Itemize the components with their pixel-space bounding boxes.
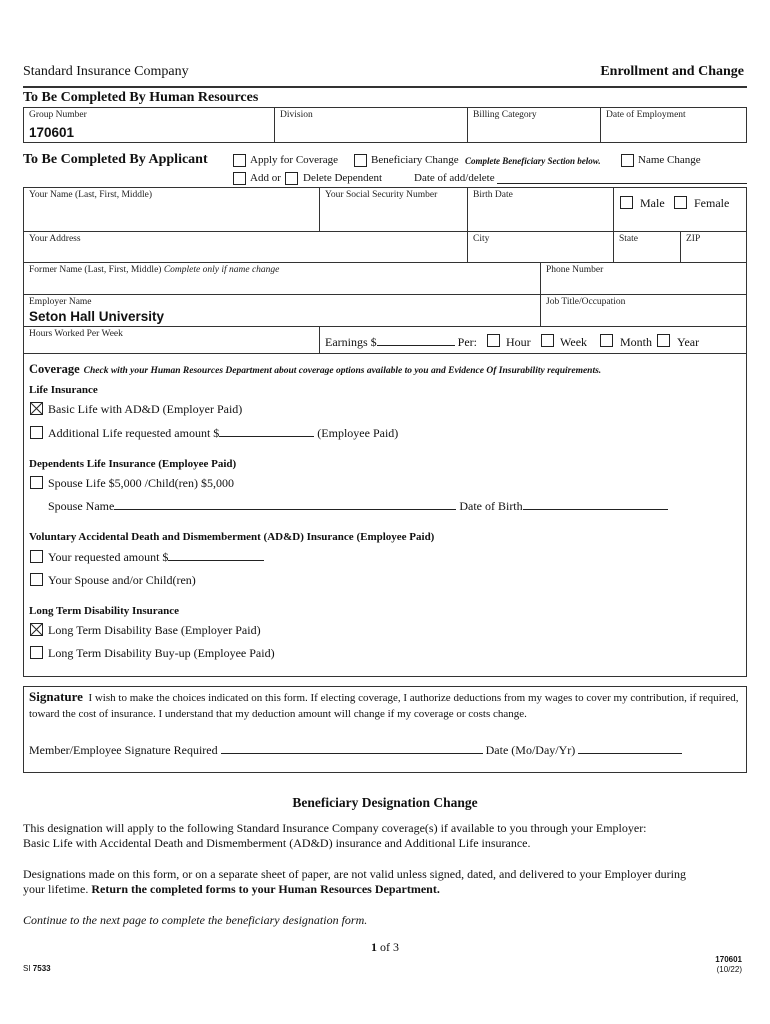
beneficiary-para1-line1: This designation will apply to the following Standard Insurance Company coverage(s) if available to you through your Employer: xyxy=(23,821,647,835)
footer-revision: (10/22) xyxy=(716,965,742,974)
group-number-value: 170601 xyxy=(29,125,75,140)
female-label: Female xyxy=(694,196,730,210)
earnings-text: Earnings $ xyxy=(325,335,377,349)
ltd-base-label: Long Term Disability Base (Employer Paid) xyxy=(48,623,261,637)
name-change-label: Name Change xyxy=(638,154,701,166)
footer-group-number: 170601 xyxy=(715,955,742,964)
signature-input-line[interactable] xyxy=(221,743,483,754)
address-label: Your Address xyxy=(29,234,81,244)
female-checkbox[interactable] xyxy=(674,196,687,209)
requested-amount-label xyxy=(48,550,264,565)
ssn-label: Your Social Security Number xyxy=(325,190,438,200)
basic-life-label: Basic Life with AD&D (Employer Paid) xyxy=(48,402,243,416)
zip-label: ZIP xyxy=(686,234,701,244)
hours-field[interactable] xyxy=(23,326,320,354)
job-title-field[interactable] xyxy=(540,294,747,327)
month-label: Month xyxy=(620,335,653,349)
page-current: 1 xyxy=(371,940,377,954)
month-checkbox[interactable] xyxy=(600,334,613,347)
birth-date-field[interactable] xyxy=(467,187,614,232)
job-title-label: Job Title/Occupation xyxy=(546,297,626,307)
dependents-life-title: Dependents Life Insurance (Employee Paid) xyxy=(29,458,237,470)
additional-life-suffix: (Employee Paid) xyxy=(317,426,399,440)
birth-date-label: Birth Date xyxy=(473,190,513,200)
beneficiary-para2-line1: Designations made on this form, or on a separate sheet of paper, are not valid unless signed, dated, and delivered to your Employer during xyxy=(23,867,686,881)
add-or-label: Add or xyxy=(250,172,281,184)
date-of-employment-field[interactable] xyxy=(600,107,747,143)
signature-statement xyxy=(29,689,741,722)
beneficiary-return-note: Return the completed forms to your Human Resources Department. xyxy=(91,882,440,896)
employer-label: Employer Name xyxy=(29,297,92,307)
address-field[interactable] xyxy=(23,231,468,263)
signature-line-row xyxy=(29,743,682,758)
signature-text: I wish to make the choices indicated on this form. If electing coverage, I authorize deductions from my wages to cover my contribution, if required, toward the cost of insurance. I understand that my deduction amount will change if my coverage or costs change. xyxy=(29,692,739,720)
date-add-delete-line[interactable] xyxy=(497,183,747,184)
beneficiary-para1-line2: Basic Life with Accidental Death and Dismemberment (AD&D) insurance and Additional Life insurance. xyxy=(23,836,531,850)
state-field[interactable] xyxy=(613,231,681,263)
page-of: of 3 xyxy=(380,940,399,954)
city-field[interactable] xyxy=(467,231,614,263)
phone-label: Phone Number xyxy=(546,265,604,275)
requested-amount-text: Your requested amount $ xyxy=(48,550,169,564)
form-code-prefix: SI xyxy=(23,964,31,973)
male-checkbox[interactable] xyxy=(620,196,633,209)
billing-category-field[interactable] xyxy=(467,107,601,143)
ltd-buyup-checkbox[interactable] xyxy=(30,646,43,659)
name-change-checkbox[interactable] xyxy=(621,154,634,167)
group-number-field[interactable] xyxy=(23,107,275,143)
male-label: Male xyxy=(640,196,665,210)
city-label: City xyxy=(473,234,490,244)
hours-label: Hours Worked Per Week xyxy=(29,329,123,339)
additional-life-checkbox[interactable] xyxy=(30,426,43,439)
delete-dependent-label: Delete Dependent xyxy=(303,172,383,184)
life-insurance-title: Life Insurance xyxy=(29,384,98,396)
hour-label: Hour xyxy=(506,335,531,349)
date-of-employment-label: Date of Employment xyxy=(606,110,686,120)
requested-amount-line[interactable] xyxy=(168,550,264,561)
signature-title: Signature xyxy=(29,689,83,704)
beneficiary-change-note: Complete Beneficiary Section below. xyxy=(465,156,601,166)
applicant-section-title: To Be Completed By Applicant xyxy=(23,152,208,167)
additional-life-amount-line[interactable] xyxy=(219,426,314,437)
date-add-delete-label: Date of add/delete xyxy=(414,172,495,184)
division-label: Division xyxy=(280,110,313,120)
spouse-children-checkbox[interactable] xyxy=(30,573,43,586)
your-name-label: Your Name (Last, First, Middle) xyxy=(29,190,153,200)
employer-value: Seton Hall University xyxy=(29,309,165,324)
beneficiary-change-checkbox[interactable] xyxy=(354,154,367,167)
spouse-dob-label: Date of Birth xyxy=(459,499,523,513)
form-code-number: 7533 xyxy=(32,964,51,973)
zip-field[interactable] xyxy=(680,231,747,263)
spouse-dob-line[interactable] xyxy=(523,499,668,510)
spouse-name-row xyxy=(48,499,668,514)
former-name-label-text: Former Name (Last, First, Middle) xyxy=(29,265,162,275)
form-title: Enrollment and Change xyxy=(600,64,744,79)
spouse-life-checkbox[interactable] xyxy=(30,476,43,489)
add-dependent-checkbox[interactable] xyxy=(233,172,246,185)
additional-life-text: Additional Life requested amount $ xyxy=(48,426,220,440)
beneficiary-title: Beneficiary Designation Change xyxy=(292,795,478,810)
coverage-heading xyxy=(29,360,601,378)
earnings-label xyxy=(325,335,477,350)
group-number-label: Group Number xyxy=(29,110,87,120)
beneficiary-para2-line2a: your lifetime. xyxy=(23,882,89,896)
beneficiary-para2-line2 xyxy=(23,882,440,897)
additional-life-label xyxy=(48,426,398,441)
ssn-field[interactable] xyxy=(319,187,468,232)
former-name-note: Complete only if name change xyxy=(163,265,280,275)
state-label: State xyxy=(619,234,638,244)
ltd-buyup-label: Long Term Disability Buy-up (Employee Paid) xyxy=(48,646,275,660)
spouse-life-label: Spouse Life $5,000 /Child(ren) $5,000 xyxy=(48,476,234,490)
ltd-title: Long Term Disability Insurance xyxy=(29,605,180,617)
phone-field[interactable] xyxy=(540,262,747,295)
basic-life-checkbox[interactable] xyxy=(30,402,43,415)
ltd-base-checkbox[interactable] xyxy=(30,623,43,636)
spouse-name-line[interactable] xyxy=(114,499,456,510)
earnings-input-line[interactable] xyxy=(377,335,455,346)
per-label: Per: xyxy=(457,335,477,349)
signature-date-line[interactable] xyxy=(578,743,682,754)
former-name-field[interactable] xyxy=(23,262,541,295)
year-label: Year xyxy=(677,335,700,349)
member-signature-label: Member/Employee Signature Required xyxy=(29,743,218,757)
beneficiary-change-label: Beneficiary Change xyxy=(371,154,459,166)
employer-field[interactable] xyxy=(23,294,541,327)
your-name-field[interactable] xyxy=(23,187,320,232)
apply-coverage-checkbox[interactable] xyxy=(233,154,246,167)
delete-dependent-checkbox[interactable] xyxy=(285,172,298,185)
billing-category-label: Billing Category xyxy=(473,110,537,120)
requested-amount-checkbox[interactable] xyxy=(30,550,43,563)
company-name: Standard Insurance Company xyxy=(23,64,189,79)
former-name-label xyxy=(29,265,279,275)
coverage-title: Coverage xyxy=(29,362,80,376)
spouse-children-label: Your Spouse and/or Child(ren) xyxy=(48,573,196,587)
hour-checkbox[interactable] xyxy=(487,334,500,347)
coverage-note: Check with your Human Resources Department about coverage options available to you and Evidence Of Insurability requirements. xyxy=(83,366,602,376)
page-number xyxy=(0,940,770,955)
apply-coverage-label: Apply for Coverage xyxy=(250,154,338,166)
hr-section-title: To Be Completed By Human Resources xyxy=(23,90,259,105)
header-divider xyxy=(23,86,747,88)
signature-date-label: Date (Mo/Day/Yr) xyxy=(485,743,576,757)
continue-note: Continue to the next page to complete the beneficiary designation form. xyxy=(23,913,368,927)
form-code xyxy=(23,964,51,973)
year-checkbox[interactable] xyxy=(657,334,670,347)
add-insurance-title: Voluntary Accidental Death and Dismemberment (AD&D) Insurance (Employee Paid) xyxy=(29,531,435,543)
week-label: Week xyxy=(560,335,588,349)
spouse-name-label: Spouse Name xyxy=(48,499,115,513)
division-field[interactable] xyxy=(274,107,468,143)
week-checkbox[interactable] xyxy=(541,334,554,347)
